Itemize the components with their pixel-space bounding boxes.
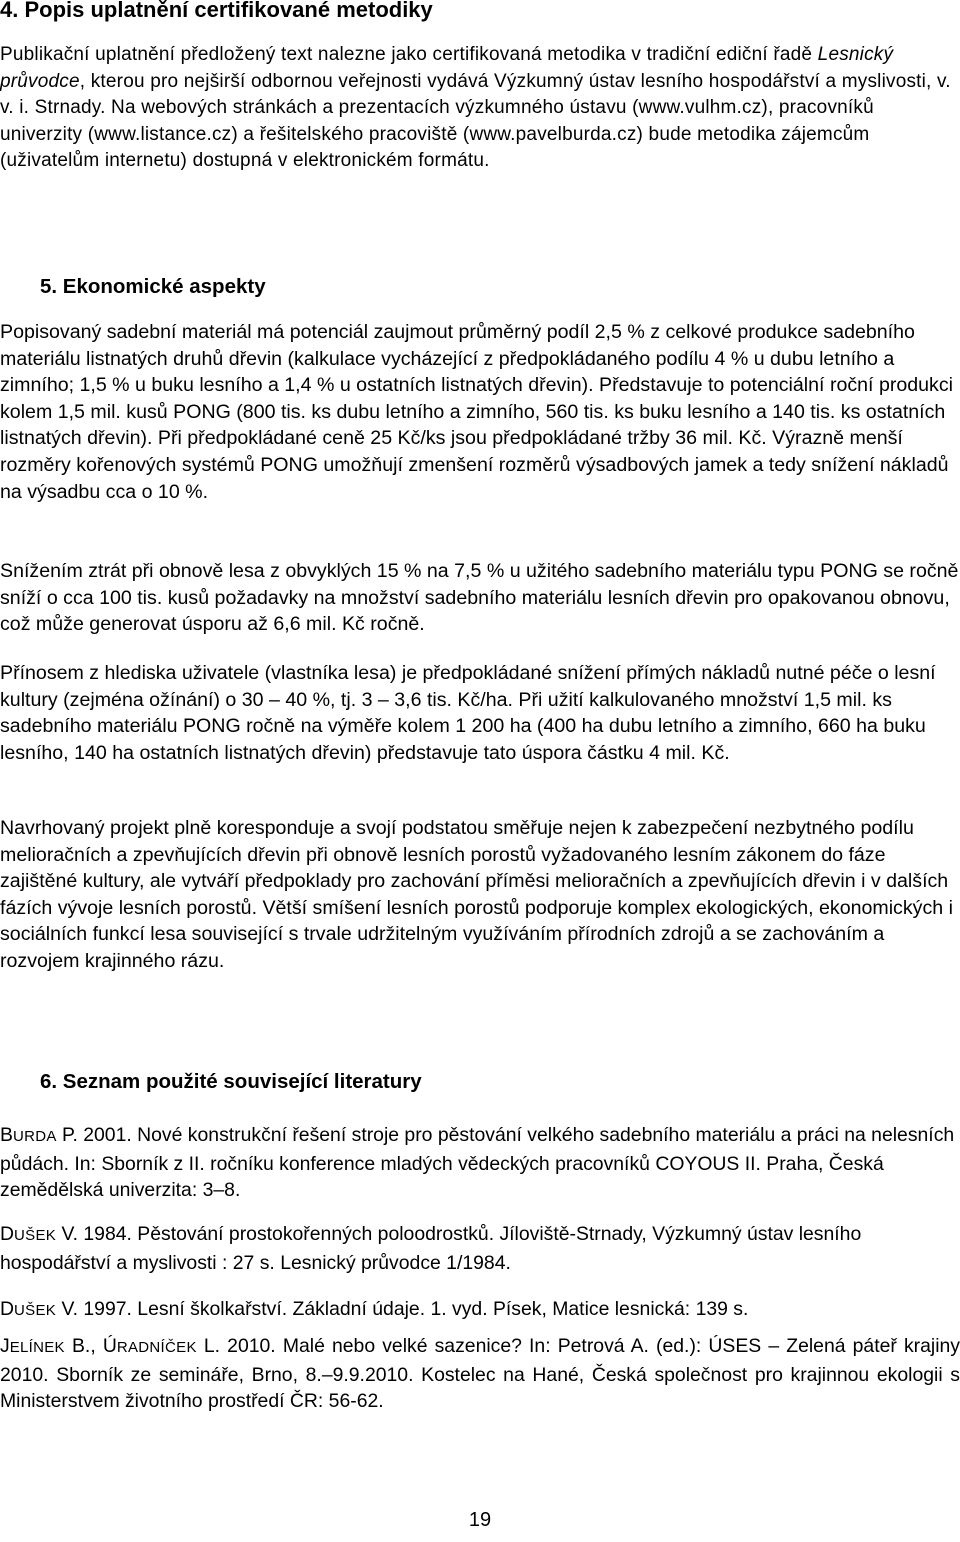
author-initial: J — [0, 1335, 10, 1357]
reference-text-separator: B., — [64, 1335, 103, 1357]
author2-initial: Ú — [102, 1335, 117, 1357]
reference-text: P. 2001. Nové konstrukční řešení stroje pro pěstování velkého sadebního materiálu a práci na nelesních půdách. In: Sborník z II. ročníku konference mladých vědeckých pracovníků COYOUS II. Praha, Česká zemědělská univerzita: 3–8. — [0, 1124, 955, 1202]
section-4-text-suffix: , kterou pro nejširší odbornou veřejnosti vydává Výzkumný ústav lesního hospodářství a myslivosti, v. v. i. Strnady. Na webových stránkách a prezentacích výzkumného ústavu (www.vulhm.cz), pracovníků univerzity (www.listance.cz) a řešitelského pracoviště (www.pavelburda.cz) bude metodika zájemcům (uživatelům internetu) dostupná v elektronickém formátu. — [0, 70, 951, 172]
author-initial: B — [0, 1124, 13, 1146]
author-initial: D — [0, 1298, 15, 1320]
reference-item — [0, 1122, 960, 1204]
series-title: Lesnický průvodce — [0, 44, 894, 92]
reference-item — [0, 1296, 960, 1325]
reference-text: V. 1984. Pěstování prostokořenných poloodrostků. Jíloviště-Strnady, Výzkumný ústav lesního hospodářství a myslivosti : 27 s. Lesnický průvodce 1/1984. — [0, 1223, 862, 1274]
section-5-paragraph-3: Přínosem z hlediska uživatele (vlastníka lesa) je předpokládané snížení přímých nákladů nutné péče o lesní kultury (zejména ožínání) o 30 – 40 %, tj. 3 – 3,6 tis. Kč/ha. Při užití kalkulovaného množství 1,5 mil. ks sadebního materiálu PONG ročně na výměře kolem 1 200 ha (400 ha dubu letního a zimního, 660 ha buku lesního, 140 ha ostatních listnatých dřevin) představuje tato úspora částku 4 mil. Kč. — [0, 662, 936, 764]
author-surname: UŠEK — [14, 1302, 57, 1319]
author2-surname: RADNÍČEK — [116, 1339, 197, 1356]
author-surname: URDA — [12, 1128, 57, 1145]
author-surname: ELÍNEK — [9, 1339, 65, 1356]
section-4-paragraph — [0, 42, 960, 175]
page-number: 19 — [468, 1509, 492, 1531]
section-5-paragraph-4: Navrhovaný projekt plně koresponduje a svojí podstatou směřuje nejen k zabezpečení nezbytného podílu melioračních a zpevňujících dřevin při obnově lesních porostů vyžadovaného lesním zákonem do fáze zajištěné kultury, ale vytváří předpoklady pro zachování příměsi melioračních a zpevňujících dřevin i v dalších fázích vývoje lesních porostů. Větší smíšení lesních porostů podporuje komplex ekologických, ekonomických i sociálních funkcí lesa související s trvale udržitelným využíváním přírodních zdrojů a se zachováním a rozvojem krajinného rázu. — [0, 817, 953, 972]
section-5-paragraph-2: Snížením ztrát při obnově lesa z obvyklých 15 % na 7,5 % u užitého sadebního materiálu typu PONG se ročně sníží o cca 100 tis. kusů požadavky na množství sadebního materiálu lesních dřevin pro opakovanou obnovu, což může generovat úsporu až 6,6 mil. Kč ročně. — [0, 560, 959, 636]
section-5-heading: 5. Ekonomické aspekty — [40, 275, 266, 298]
reference-text: V. 1997. Lesní školkařství. Základní údaje. 1. vyd. Písek, Matice lesnická: 139 s. — [56, 1298, 749, 1320]
reference-item — [0, 1333, 960, 1415]
author-initial: D — [0, 1223, 15, 1245]
author-surname: UŠEK — [14, 1227, 57, 1244]
section-5-paragraph-1: Popisovaný sadební materiál má potenciál zaujmout průměrný podíl 2,5 % z celkové produkce sadebního materiálu listnatých druhů dřevin (kalkulace vycházející z předpokládaného podílu 4 % u dubu letního a zimního; 1,5 % u buku lesního a 1,4 % u ostatních listnatých dřevin). Představuje to potenciální roční produkci kolem 1,5 mil. kusů PONG (800 tis. ks dubu letního a zimního, 560 tis. ks buku lesního a 140 tis. ks ostatních listnatých dřevin). Při předpokládané ceně 25 Kč/ks jsou předpokládané tržby 36 mil. Kč. Výrazně menší rozměry kořenových systémů PONG umožňují zmenšení rozměrů výsadbových jamek a tedy snížení nákladů na výsadbu cca o 10 %. — [0, 321, 954, 503]
section-4-text-prefix: Publikační uplatnění předložený text nalezne jako certifikovaná metodika v tradiční ediční řadě — [0, 44, 818, 65]
section-6-heading: 6. Seznam použité související literatury — [40, 1070, 422, 1093]
reference-item — [0, 1221, 960, 1276]
reference-text: L. 2010. Malé nebo velké sazenice? In: Petrová A. (ed.): ÚSES – Zelená páteř krajiny 2010. Sborník ze semináře, Brno, 8.–9.9.2010. Kostelec na Hané, Česká společnost pro krajinnou ekologii s Ministerstvem životního prostředí ČR: 56-62. — [0, 1335, 960, 1413]
section-4-heading: 4. Popis uplatnění certifikované metodiky — [0, 0, 433, 22]
